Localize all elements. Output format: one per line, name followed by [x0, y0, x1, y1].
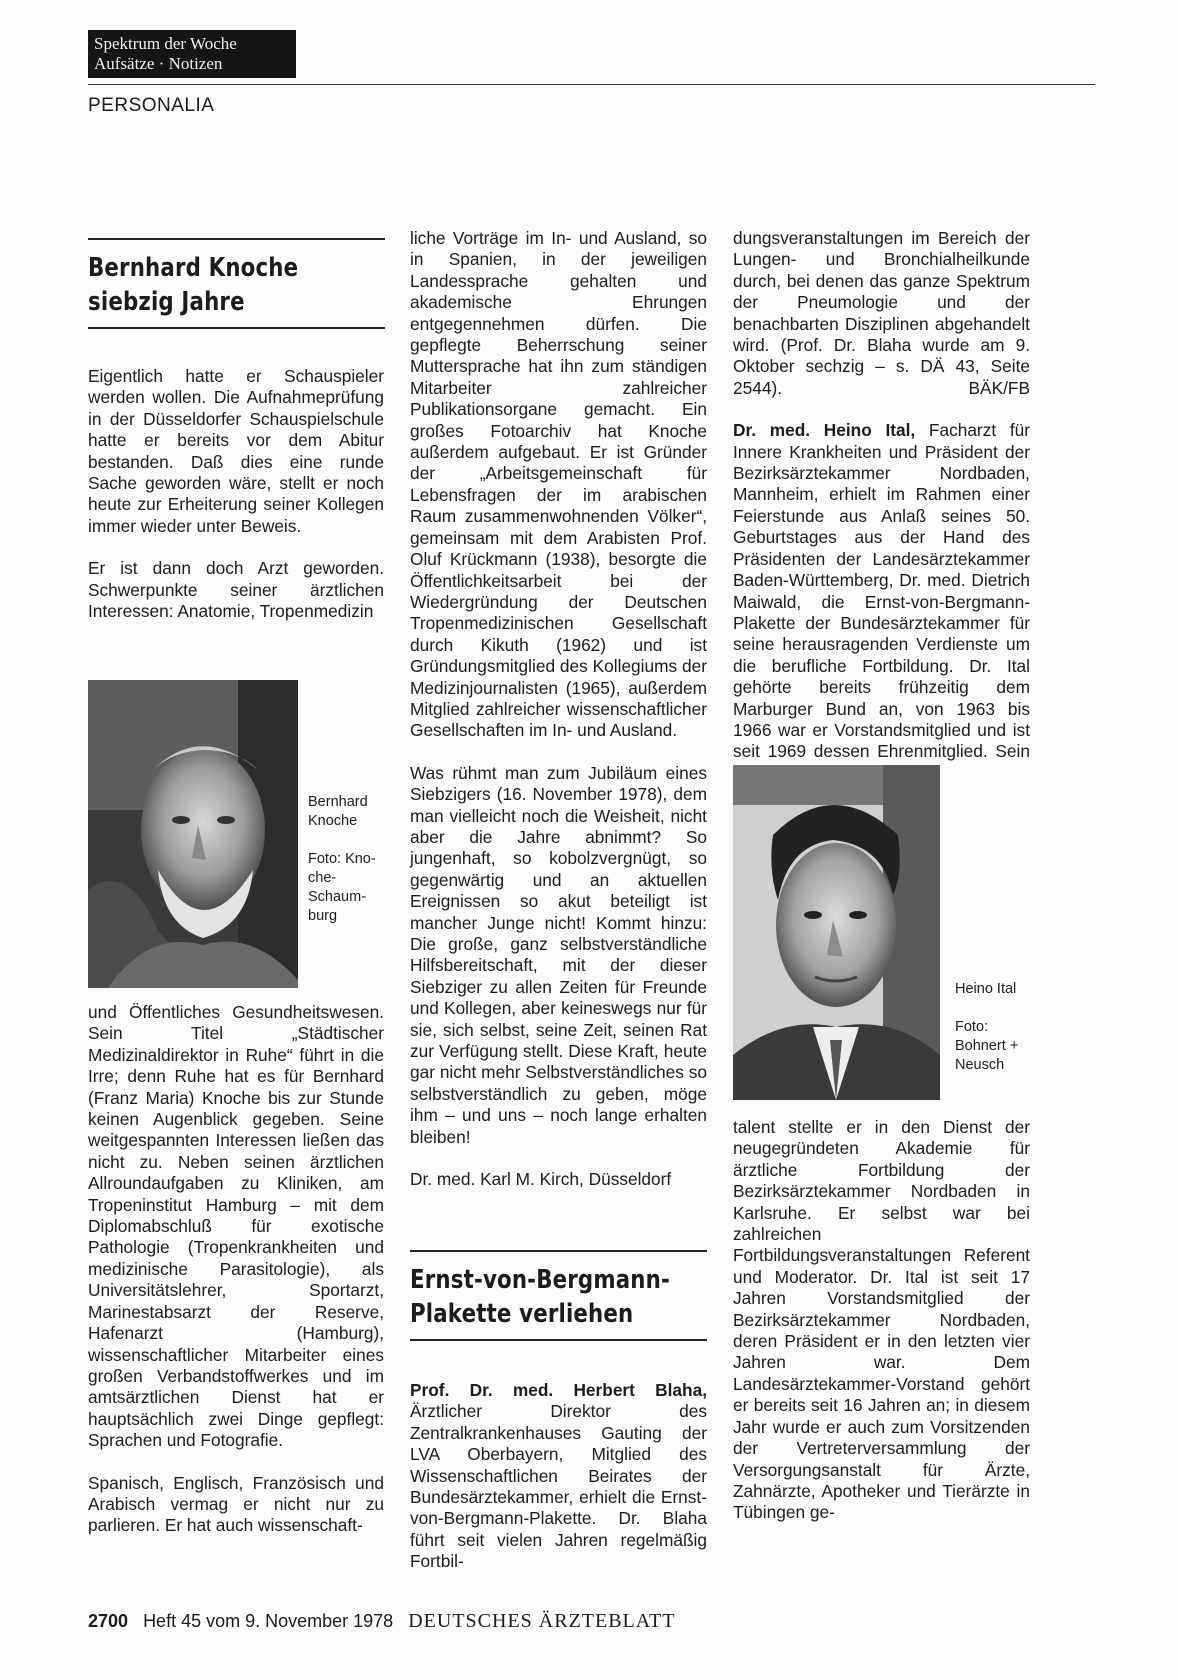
author-signature: Dr. med. Karl M. Kirch, Düsseldorf: [410, 1169, 672, 1190]
caption-credit-line: burg: [308, 908, 338, 924]
caption-credit-line: Foto: Kno-: [308, 851, 376, 867]
article-headline: [88, 251, 298, 319]
paragraph: Spanisch, Englisch, Französisch und Arabisch vermag er nicht nur zu parlieren. Er hat auch wissenschaft-: [88, 1472, 384, 1536]
caption-credit-line: Foto:: [955, 1019, 989, 1035]
page-number: 2700: [88, 1611, 129, 1631]
article-headline: [410, 1263, 670, 1331]
paragraph: liche Vorträge im In- und Ausland, so in Spanien, in der jeweiligen Landessprache gehalten und akademische Ehrungen entgegennehmen dürfen. Die gepflegte Beherrschung seiner Muttersprache hat ihn zum ständigen Mitarbeiter zahlreicher Publikationsorgane gemacht. Ein großes Fotoarchiv hat Knoche außerdem aufgebaut. Er ist Gründer der „Arbeitsgemeinschaft für Lebensfragen der im arabischen Raum zusammenwohnenden Völker“, gemeinsam mit dem Arabisten Prof. Oluf Krückmann (1938), besorgte die Öffentlichkeitsarbeit bei der Wiedergründung der Deutschen Tropenmedizinischen Gesellschaft durch Kikuth (1962) und ist Gründungsmitglied des Kollegiums der Medizinjournalisten (1965), außerdem Mitglied zahlreicher wissenschaftlicher Gesellschaften im In- und Ausland.: [410, 228, 707, 741]
column-1-bottom: [88, 1002, 384, 1537]
caption-name-line: Bernhard: [308, 794, 368, 810]
column-3-top: [733, 228, 1030, 784]
paragraph: und Öffentliches Gesundheitswesen. Sein Titel „Städtischer Medizinaldirektor in Ruhe“ führt in die Irre; denn Ruhe hat es für Bernhard (Franz Maria) Knoche bis zur Stunde keinen Augenblick gegeben. Seine weitgespannten Interessen ließen das nicht zu. Neben seinen ärztlichen Allroundaufgaben zu Kliniken, am Tropeninstitut Hamburg – mit dem Diplomabschluß für exotische Pathologie (Tropenkrankheiten und medizinische Parasitologie), als Universitätslehrer, Sportarzt, Marinestabsarzt der Reserve, Hafenarzt (Hamburg), wissenschaftlicher Mitarbeiter eines großen Verbandstoffwerkes und im amtsärztlichen Dienst hat er hauptsächlich zwei Dinge gepflegt: Sprachen und Fotografie.: [88, 1002, 384, 1451]
caption-credit-line: Neusch: [955, 1057, 1005, 1073]
paragraph: [410, 1380, 707, 1573]
column-1-top: [88, 366, 384, 622]
section-header-line1: Spektrum der Woche: [94, 34, 237, 53]
paragraph-text: Ärztlicher Direktor des Zentralkrankenhauses Gauting der LVA Oberbayern, Mitglied des Wissenschaftlichen Beirates der Bundesärztekammer, erhielt die Ernst-von-Bergmann-Plakette. Dr. Blaha führt seit vielen Jahren regelmäßig Fortbil-: [410, 1401, 707, 1572]
column-3-bottom: [733, 1117, 1030, 1524]
person-name-ital: Dr. med. Heino Ital,: [733, 420, 916, 441]
headline-rule-top: [88, 238, 385, 240]
issue-info: Heft 45 vom 9. November 1978: [143, 1611, 394, 1631]
column-2: [410, 228, 707, 1190]
section-header-line2: Aufsätze · Notizen: [94, 54, 223, 73]
headline-rule-bottom: [410, 1339, 707, 1341]
paragraph: Er ist dann doch Arzt geworden. Schwerpunkte seiner ärztlichen Interessen: Anatomie, Tropenmedizin: [88, 558, 384, 622]
headline-rule-bottom: [88, 327, 385, 329]
paragraph: Eigentlich hatte er Schauspieler werden wollen. Die Aufnahmeprüfung in der Düsseldorfer Schauspielschule hatte er bereits vor dem Abitur bestanden. Daß dies eine runde Sache geworden wäre, stellt er noch heute zur Erheiterung seiner Kollegen immer wieder unter Beweis.: [88, 366, 384, 536]
rubric-label: PERSONALIA: [88, 95, 215, 116]
agency-signature: BÄK/FB: [968, 377, 1030, 398]
portrait-photo-knoche: [88, 680, 298, 988]
caption-credit-line: Schaum-: [308, 889, 367, 905]
paragraph-text: dungsveranstaltungen im Bereich der Lungen- und Bronchialheilkunde durch, bei denen das ganze Spektrum der Pneumologie und der benachbarten Disziplinen abgehandelt wird. (Prof. Dr. Blaha wurde am 9. Oktober sechzig – s. DÄ 43, Seite 2544).: [733, 228, 1030, 398]
article-headline-line1: Ernst-von-Bergmann-: [410, 1265, 670, 1295]
journal-name: DEUTSCHES ÄRZTEBLATT: [408, 1610, 676, 1632]
header-rule: [88, 84, 1095, 85]
paragraph: talent stellte er in den Dienst der neugegründeten Akademie für ärztliche Fortbildung der Bezirksärztekammer Nordbaden in Karlsruhe. Er selbst war bei zahlreichen Fortbildungsveranstaltungen Referent und Moderator. Dr. Ital ist seit 17 Jahren Vorstandsmitglied der Bezirksärztekammer Nordbaden, deren Präsident er in den letzten vier Jahren war. Dem Landesärztekammer-Vorstand gehört er bereits seit 16 Jahren an; in diesem Jahr wurde er auch zum Vorsitzenden der Vertreterversammlung der Versorgungsanstalt für Ärzte, Zahnärzte, Apotheker und Tierärzte in Tübingen ge-: [733, 1117, 1030, 1523]
paragraph-text: Facharzt für Innere Krankheiten und Präsident der Bezirksärztekammer Nordbaden, Mannheim, erhielt im Rahmen einer Feierstunde aus Anlaß seines 50. Geburtstages aus der Hand des Präsidenten der Landesärztekammer Baden-Württemberg, Dr. med. Dietrich Maiwald, die Ernst-von-Bergmann-Plakette der Bundesärztekammer für seine herausragenden Verdienste um die berufliche Fortbildung. Dr. Ital gehörte bereits frühzeitig dem Marburger Bund an, von 1963 bis 1966 war er Vorstandsmitglied und ist seit 1969 dessen Ehrenmitglied. Sein: [733, 420, 1030, 762]
page-footer: [88, 1610, 675, 1633]
article-headline-line2: siebzig Jahre: [88, 287, 245, 317]
photo-caption-knoche: [308, 793, 388, 926]
portrait-photo-ital: [733, 765, 940, 1100]
person-name-blaha: Prof. Dr. med. Herbert Blaha,: [410, 1380, 707, 1400]
column-2-bottom: [410, 1380, 707, 1573]
paragraph: [733, 228, 1030, 399]
headline-rule-top: [410, 1250, 707, 1252]
article-headline-line2: Plakette verliehen: [410, 1299, 634, 1329]
caption-credit-line: che-: [308, 870, 337, 886]
photo-caption-ital: [955, 980, 1045, 1075]
caption-credit-line: Bohnert +: [955, 1038, 1019, 1054]
caption-name-line: Heino Ital: [955, 981, 1017, 997]
caption-name-line: Knoche: [308, 813, 358, 829]
paragraph: [733, 420, 1030, 784]
section-header-box: [88, 30, 296, 78]
article-headline-line1: Bernhard Knoche: [88, 253, 299, 283]
paragraph: Was rühmt man zum Jubiläum eines Siebzigers (16. November 1978), dem man vielleicht noch die Weisheit, nicht aber die Jahre abnimmt? So jungenhaft, so kobolzvergnügt, so gegenwärtig und an aktuellen Ereignissen so akut beteiligt ist mancher Junge nicht! Kommt hinzu: Die große, ganz selbstverständliche Hilfsbereitschaft, mit der dieser Siebziger zu allen Zeiten für Freunde und Kollegen, aber keineswegs nur für sie, sich selbst, seine Zeit, seinen Rat zur Verfügung stellt. Diese Kraft, heute gar nicht mehr Selbstverständliches so selbstverständlich zu geben, möge ihm – und uns – noch lange erhalten bleiben!: [410, 762, 707, 1147]
